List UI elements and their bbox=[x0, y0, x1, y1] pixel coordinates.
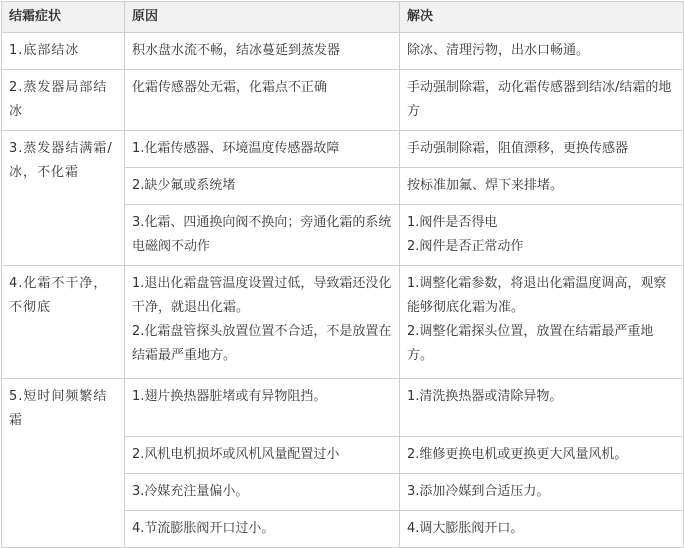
table-row bbox=[2, 33, 684, 70]
solution-cell: 手动强制除霜，动化霜传感器到结冰/结霜的地方 bbox=[400, 70, 684, 131]
symptom-cell: 3.蒸发器结满霜/冰，不化霜 bbox=[2, 131, 125, 266]
cause-cell: 1.翅片换热器脏堵或有异物阻挡。 bbox=[125, 379, 400, 437]
cause-cell: 化霜传感器处无霜，化霜点不正确 bbox=[125, 70, 400, 131]
header-cause: 原因 bbox=[125, 2, 400, 33]
cause-cell: 2.风机电机损坏或风机风量配置过小 bbox=[125, 437, 400, 474]
header-row bbox=[2, 2, 684, 33]
table-row bbox=[2, 379, 684, 437]
cause-cell bbox=[125, 266, 400, 379]
table-row bbox=[2, 70, 684, 131]
cause-cell: 3.冷媒充注量偏小。 bbox=[125, 474, 400, 511]
cause-cell: 4.节流膨胀阀开口过小。 bbox=[125, 511, 400, 548]
cause-line: 2.化霜盘管探头放置位置不合适，不是放置在结霜最严重地方。 bbox=[132, 324, 392, 363]
solution-line: 1.调整化霜参数，将退出化霜温度调高，观察能够彻底化霜为准。 bbox=[407, 276, 667, 315]
symptom-cell: 2.蒸发器局部结冰 bbox=[2, 70, 125, 131]
table-row bbox=[2, 266, 684, 379]
header-solution: 解决 bbox=[400, 2, 684, 33]
solution-cell bbox=[400, 205, 684, 266]
cause-line: 1.退出化霜盘管温度设置过低，导致霜还没化干净，就退出化霜。 bbox=[132, 276, 392, 315]
frost-troubleshooting-table bbox=[1, 1, 684, 548]
solution-cell: 2.维修更换电机或更换更大风量风机。 bbox=[400, 437, 684, 474]
solution-cell bbox=[400, 266, 684, 379]
solution-line: 2.调整化霜探头位置，放置在结霜最严重地方。 bbox=[407, 324, 654, 363]
solution-line: 1.阀件是否得电 bbox=[407, 215, 498, 230]
cause-cell: 积水盘水流不畅，结冰蔓延到蒸发器 bbox=[125, 33, 400, 70]
solution-cell: 除冰、清理污物，出水口畅通。 bbox=[400, 33, 684, 70]
solution-cell: 手动强制除霜，阻值漂移，更换传感器 bbox=[400, 131, 684, 168]
solution-cell: 4.调大膨胀阀开口。 bbox=[400, 511, 684, 548]
solution-cell: 3.添加冷媒到合适压力。 bbox=[400, 474, 684, 511]
solution-line: 2.阀件是否正常动作 bbox=[407, 239, 524, 254]
solution-cell: 1.清洗换热器或清除异物。 bbox=[400, 379, 684, 437]
table-row bbox=[2, 131, 684, 168]
cause-cell: 3.化霜、四通换向阀不换向；旁通化霜的系统电磁阀不动作 bbox=[125, 205, 400, 266]
header-symptom: 结霜症状 bbox=[2, 2, 125, 33]
symptom-cell: 1.底部结冰 bbox=[2, 33, 125, 70]
cause-cell: 1.化霜传感器、环境温度传感器故障 bbox=[125, 131, 400, 168]
symptom-cell: 4.化霜不干净，不彻底 bbox=[2, 266, 125, 379]
symptom-cell: 5.短时间频繁结霜 bbox=[2, 379, 125, 548]
solution-cell: 按标准加氟、焊下来排堵。 bbox=[400, 168, 684, 205]
cause-cell: 2.缺少氟或系统堵 bbox=[125, 168, 400, 205]
